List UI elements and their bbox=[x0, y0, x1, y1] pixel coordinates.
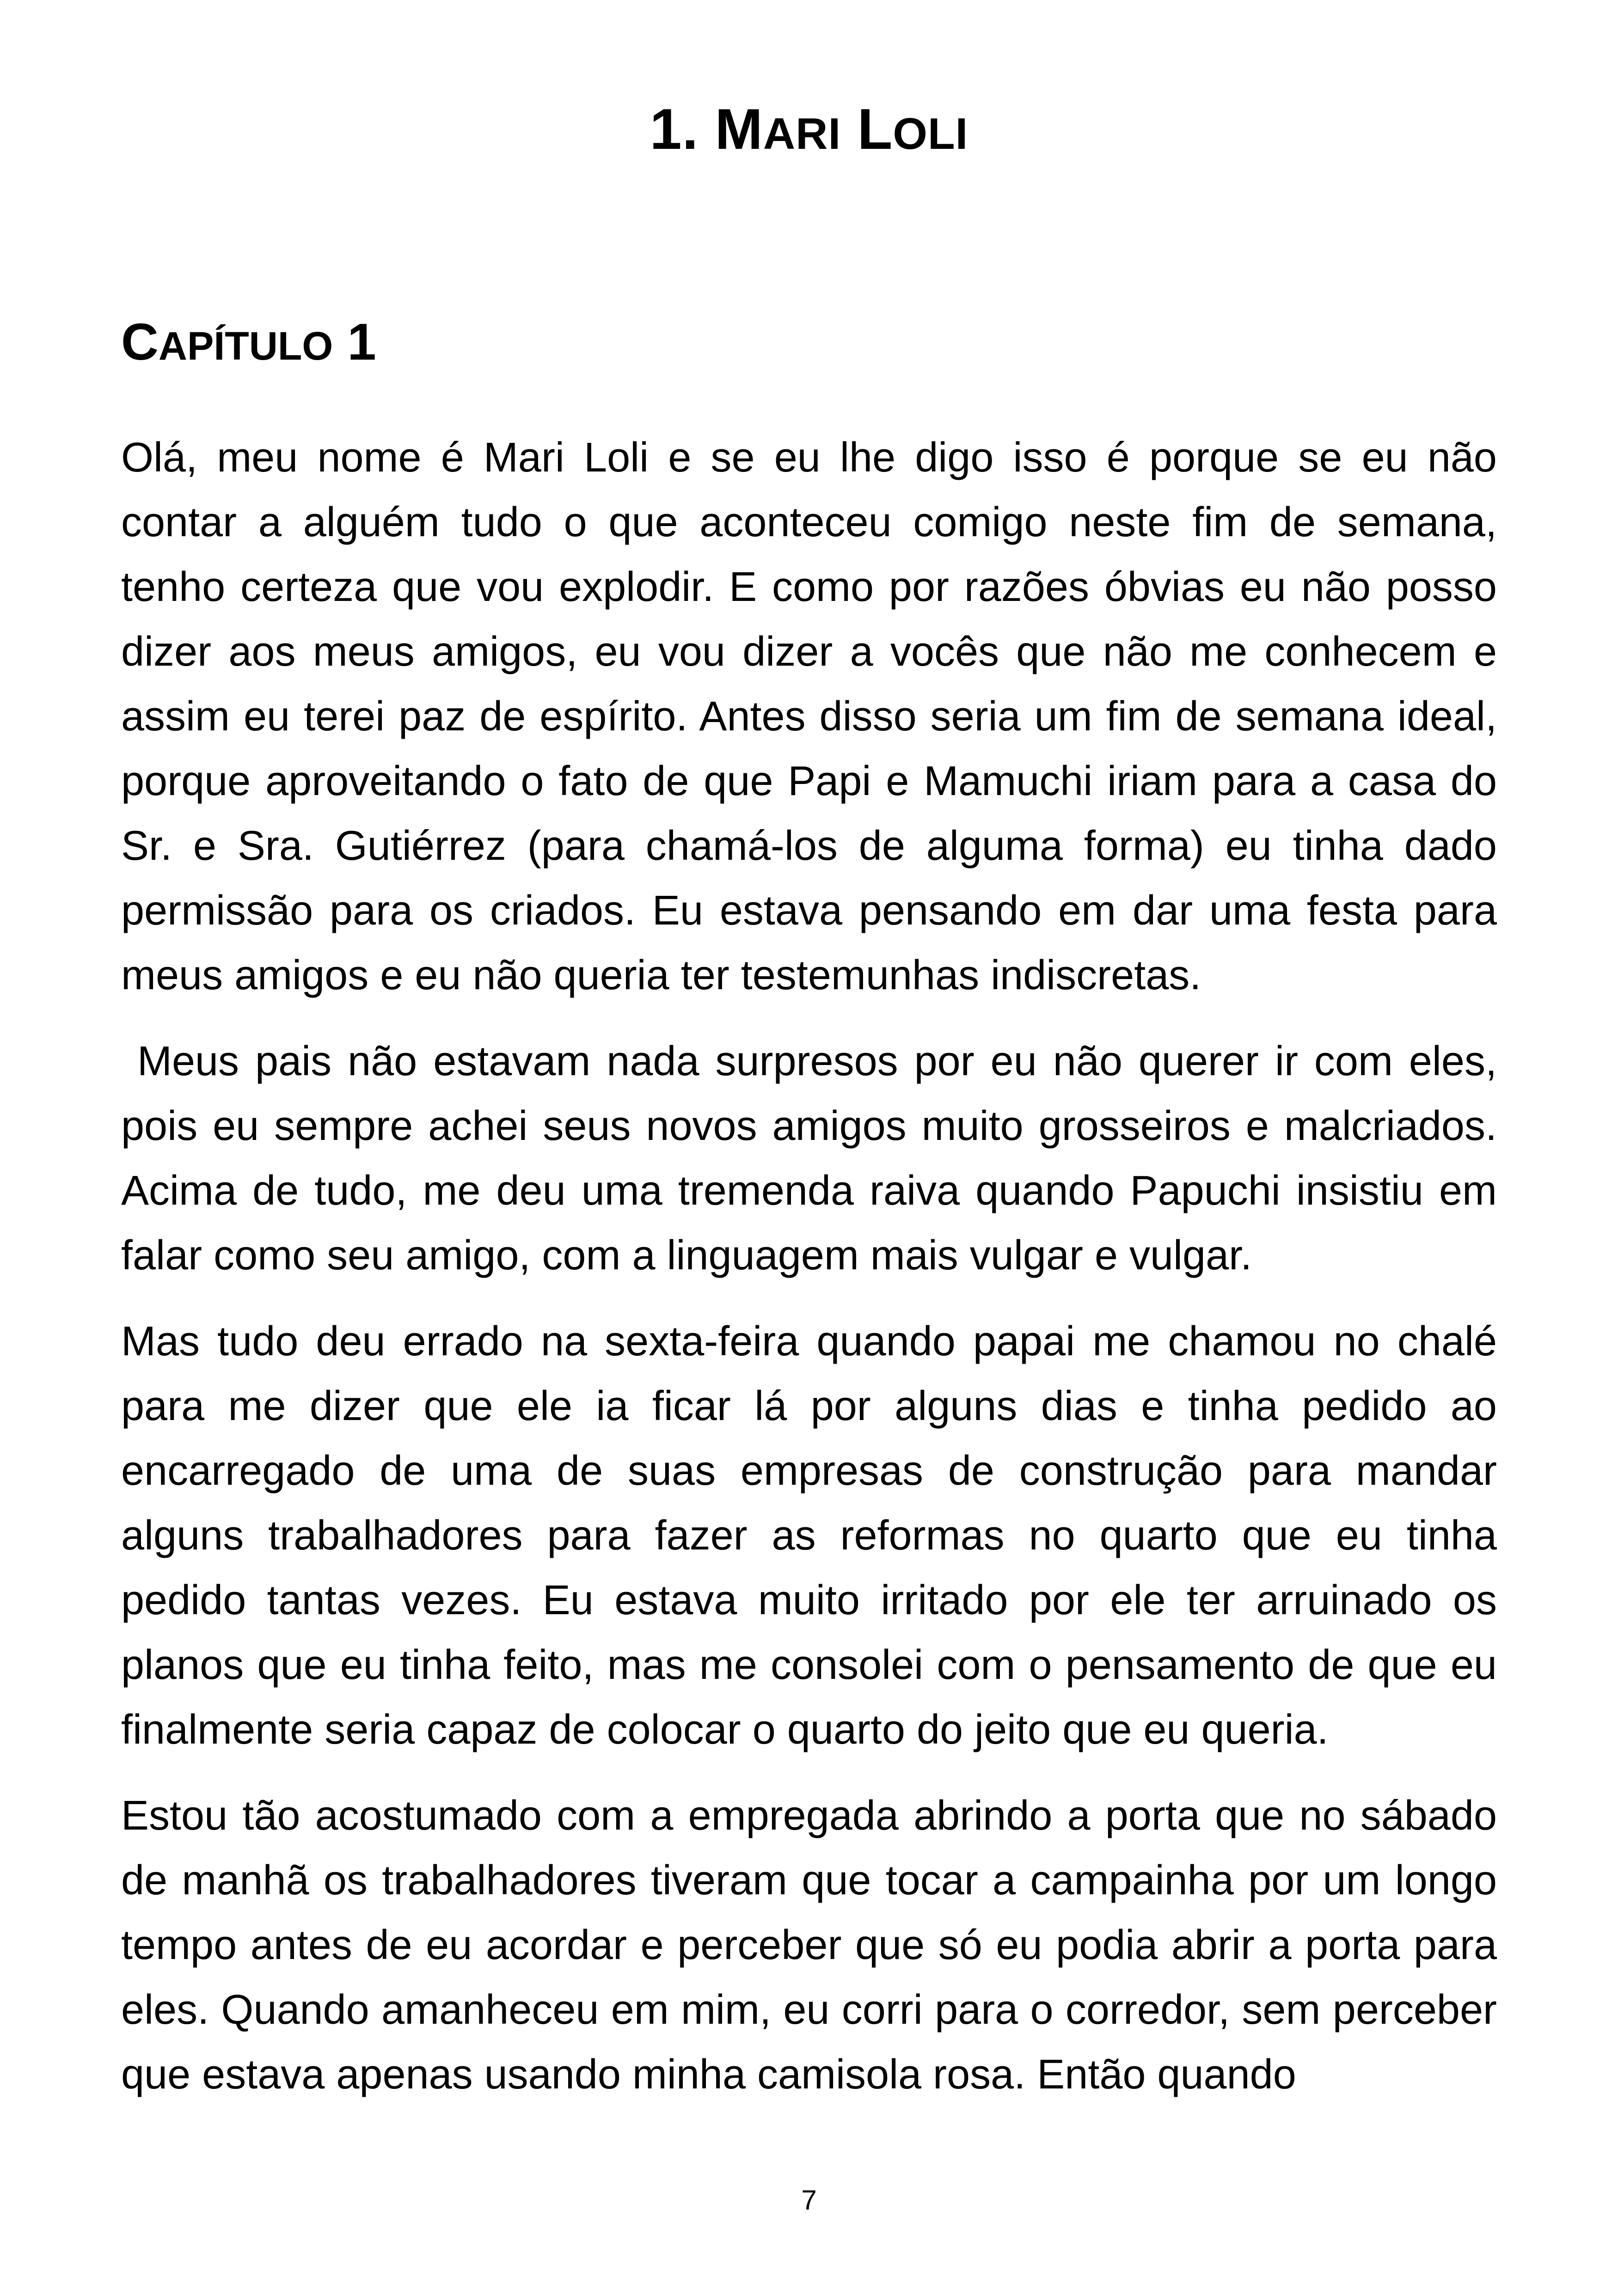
paragraph: Estou tão acostumado com a empregada abrindo a porta que no sábado de manhã os trabalhadores tiveram que tocar a campainha por um longo tempo antes de eu acordar e perceber que só eu podia abrir a porta para eles. Quando amanheceu em mim, eu corri para o corredor, sem perceber que estava apenas usando minha camisola rosa. Então quando bbox=[121, 1793, 1497, 2098]
part-name-first-rest: ARI bbox=[763, 109, 841, 159]
paragraph: Meus pais não estavam nada surpresos por eu não querer ir com eles, pois eu sempre achei seus novos amigos muito grosseiros e malcriados. Acima de tudo, me deu uma tremenda raiva quando Papuchi insistiu em falar como seu amigo, com a linguagem mais vulgar e vulgar. bbox=[121, 1038, 1509, 1279]
paragraph: Mas tudo deu errado na sexta-feira quando papai me chamou no chalé para me dizer que ele ia ficar lá por alguns dias e tinha pedido ao encarregado de uma de suas empresas de construção para mandar alguns trabalhadores para fazer as reformas no quarto que eu tinha pedido tantas vezes. Eu estava muito irritado por ele ter arruinado os planos que eu tinha feito, mas me consolei com o pensamento de que eu finalmente seria capaz de colocar o quarto do jeito que eu queria. bbox=[121, 1318, 1497, 1753]
chapter-title-initial: C bbox=[121, 313, 159, 371]
page-number: 7 bbox=[801, 2185, 817, 2216]
part-title bbox=[0, 83, 1618, 180]
chapter-number: 1 bbox=[347, 313, 376, 371]
part-name-second-rest: OLI bbox=[893, 109, 968, 159]
chapter-title bbox=[121, 296, 376, 392]
part-name-first-initial: M bbox=[715, 98, 763, 161]
body-text bbox=[121, 425, 1509, 2128]
part-name-second-initial: L bbox=[857, 98, 893, 161]
paragraph: Olá, meu nome é Mari Loli e se eu lhe digo isso é porque se eu não contar a alguém tudo o que aconteceu comigo neste fim de semana, tenho certeza que vou explodir. E como por razões óbvias eu não posso dizer aos meus amigos, eu vou dizer a vocês que não me conhecem e assim eu terei paz de espírito. Antes disso seria um fim de semana ideal, porque aproveitando o fato de que Papi e Mamuchi iriam para a casa do Sr. e Sra. Gutiérrez (para chamá-los de alguma forma) eu tinha dado permissão para os criados. Eu estava pensando em dar uma festa para meus amigos e eu não queria ter testemunhas indiscretas. bbox=[121, 435, 1497, 998]
chapter-title-rest: APÍTULO bbox=[158, 324, 333, 368]
part-number: 1. bbox=[650, 98, 699, 161]
